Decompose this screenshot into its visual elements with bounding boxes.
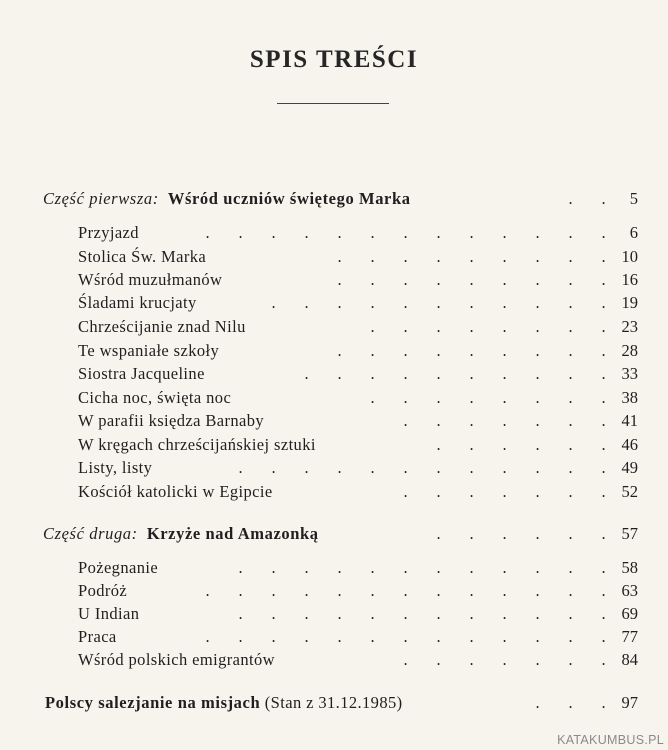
toc-part-heading [0, 188, 668, 210]
toc-page-number: 38 [621, 388, 638, 407]
toc-entry-title: Przyjazd [78, 223, 139, 242]
toc-entry-title: Polscy salezjanie na misjach [45, 693, 261, 712]
toc-entry-label [78, 434, 316, 456]
toc-chapter-entry [0, 434, 668, 456]
toc-entry-title: W kręgach chrześcijańskiej sztuki [78, 435, 316, 454]
dot-leader: . . . [535, 693, 606, 712]
dot-leader: . . . . . . . . . . . . . [205, 581, 606, 600]
toc-entry-title: Stolica Św. Marka [78, 247, 207, 266]
toc-chapter-entry [0, 246, 668, 268]
toc-page-number: 58 [621, 558, 638, 577]
toc-entry-title: Śladami krucjaty [78, 293, 197, 312]
toc-chapter-entry [0, 340, 668, 362]
dot-leader: . . . . . . . . [370, 317, 606, 336]
toc-page-number: 57 [621, 524, 638, 543]
toc-part-prefix: Część druga: [43, 524, 138, 543]
dot-leader: . . . . . . . . . . . [271, 293, 606, 312]
toc-chapter-entry [0, 603, 668, 625]
toc-chapter-entry [0, 363, 668, 385]
toc-entry-title: Listy, listy [78, 458, 153, 477]
dot-leader: . . . . . . . . . . . . . [205, 627, 606, 646]
toc-page-number: 19 [621, 293, 638, 312]
toc-chapter-entry [0, 557, 668, 579]
toc-entry-title: Siostra Jacqueline [78, 364, 205, 383]
dot-leader: . . . . . . . . . [337, 270, 606, 289]
toc-page-number: 69 [621, 604, 638, 623]
toc-page-number: 52 [621, 482, 638, 501]
toc-chapter-entry [0, 626, 668, 648]
dot-leader: . . . . . . . . . [337, 247, 606, 266]
toc-entry-label [78, 457, 152, 479]
watermark: KATAKUMBUS.PL [557, 733, 664, 747]
toc-entry-title: W parafii księdza Barnaby [78, 411, 265, 430]
toc-entry-title: Te wspaniałe szkoły [78, 341, 220, 360]
toc-page-number: 46 [621, 435, 638, 454]
toc-entry-label [43, 188, 411, 210]
toc-page-number: 77 [621, 627, 638, 646]
toc-entry-label [78, 387, 231, 409]
toc-page-number: 6 [629, 223, 638, 242]
dot-leader: . . . . . . . . [370, 388, 606, 407]
toc-entry-label [78, 557, 158, 579]
toc-page-number: 28 [621, 341, 638, 360]
toc-page-number: 49 [621, 458, 638, 477]
toc-entry-title: Kościół katolicki w Egipcie [78, 482, 273, 501]
toc-entry-label [45, 692, 403, 714]
toc-entry-title: Krzyże nad Amazonką [146, 524, 319, 543]
toc-entry-label [43, 523, 319, 545]
toc-entry-label [78, 316, 246, 338]
toc-part-heading [0, 523, 668, 545]
toc-entry-label [78, 649, 275, 671]
toc-page-number: 33 [621, 364, 638, 383]
toc-chapter-entry [0, 316, 668, 338]
toc-entry-title: Podróż [78, 581, 128, 600]
toc-entry-title: Pożegnanie [78, 558, 159, 577]
dot-leader: . . . . . . [436, 435, 606, 454]
toc-chapter-entry [0, 457, 668, 479]
toc-entry-label [78, 222, 139, 244]
dot-leader: . . . . . . . . . . [304, 364, 606, 383]
toc-chapter-entry [0, 269, 668, 291]
dot-leader: . . . . . . . . . [337, 341, 606, 360]
toc-appendix-entry [0, 692, 668, 714]
toc-entry-title: Wśród uczniów świętego Marka [167, 189, 411, 208]
toc-page-number: 5 [629, 189, 638, 208]
toc-chapter-entry [0, 222, 668, 244]
dot-leader: . . . . . . . [403, 650, 606, 669]
dot-leader: . . . . . . . . . . . . . [205, 223, 606, 242]
toc-entry-label [78, 340, 219, 362]
toc-part-prefix: Część pierwsza: [43, 189, 159, 208]
toc-entry-label [78, 410, 264, 432]
toc-entry-label [78, 269, 222, 291]
toc-entry-label [78, 580, 127, 602]
toc-entry-title: Wśród muzułmanów [78, 270, 223, 289]
dot-leader: . . . . . . . . . . . . [238, 558, 606, 577]
toc-entry-label [78, 292, 197, 314]
toc-chapter-entry [0, 481, 668, 503]
toc-entry-label [78, 626, 117, 648]
toc-entry-title: Chrześcijanie znad Nilu [78, 317, 246, 336]
toc-entry-suffix: (Stan z 31.12.1985) [264, 693, 403, 712]
toc-entry-label [78, 603, 139, 625]
dot-leader: . . . . . . . . . . . . [238, 604, 606, 623]
title-rule [277, 103, 389, 104]
dot-leader: . . . . . . . [403, 411, 606, 430]
toc-chapter-entry [0, 410, 668, 432]
toc-page-number: 16 [621, 270, 638, 289]
toc-entry-label [78, 363, 205, 385]
dot-leader: . . . . . . . . . . . . [238, 458, 606, 477]
toc-entry-label [78, 246, 206, 268]
toc-entry-title: Praca [78, 627, 117, 646]
toc-page-number: 41 [621, 411, 638, 430]
dot-leader: . . . . . . [436, 524, 606, 543]
toc-entry-title: Cicha noc, święta noc [78, 388, 232, 407]
toc-chapter-entry [0, 580, 668, 602]
toc-chapter-entry [0, 649, 668, 671]
toc-chapter-entry [0, 387, 668, 409]
toc-page-number: 10 [621, 247, 638, 266]
toc-page-number: 84 [621, 650, 638, 669]
toc-page-number: 63 [621, 581, 638, 600]
dot-leader: . . . . . . . [403, 482, 606, 501]
toc-entry-label [78, 481, 273, 503]
toc-page-number: 97 [621, 693, 638, 712]
toc-chapter-entry [0, 292, 668, 314]
dot-leader: . . [568, 189, 606, 208]
page-title: SPIS TREŚCI [249, 46, 419, 73]
toc-entry-title: U Indian [78, 604, 140, 623]
toc-page-number: 23 [621, 317, 638, 336]
toc-entry-title: Wśród polskich emigrantów [78, 650, 275, 669]
